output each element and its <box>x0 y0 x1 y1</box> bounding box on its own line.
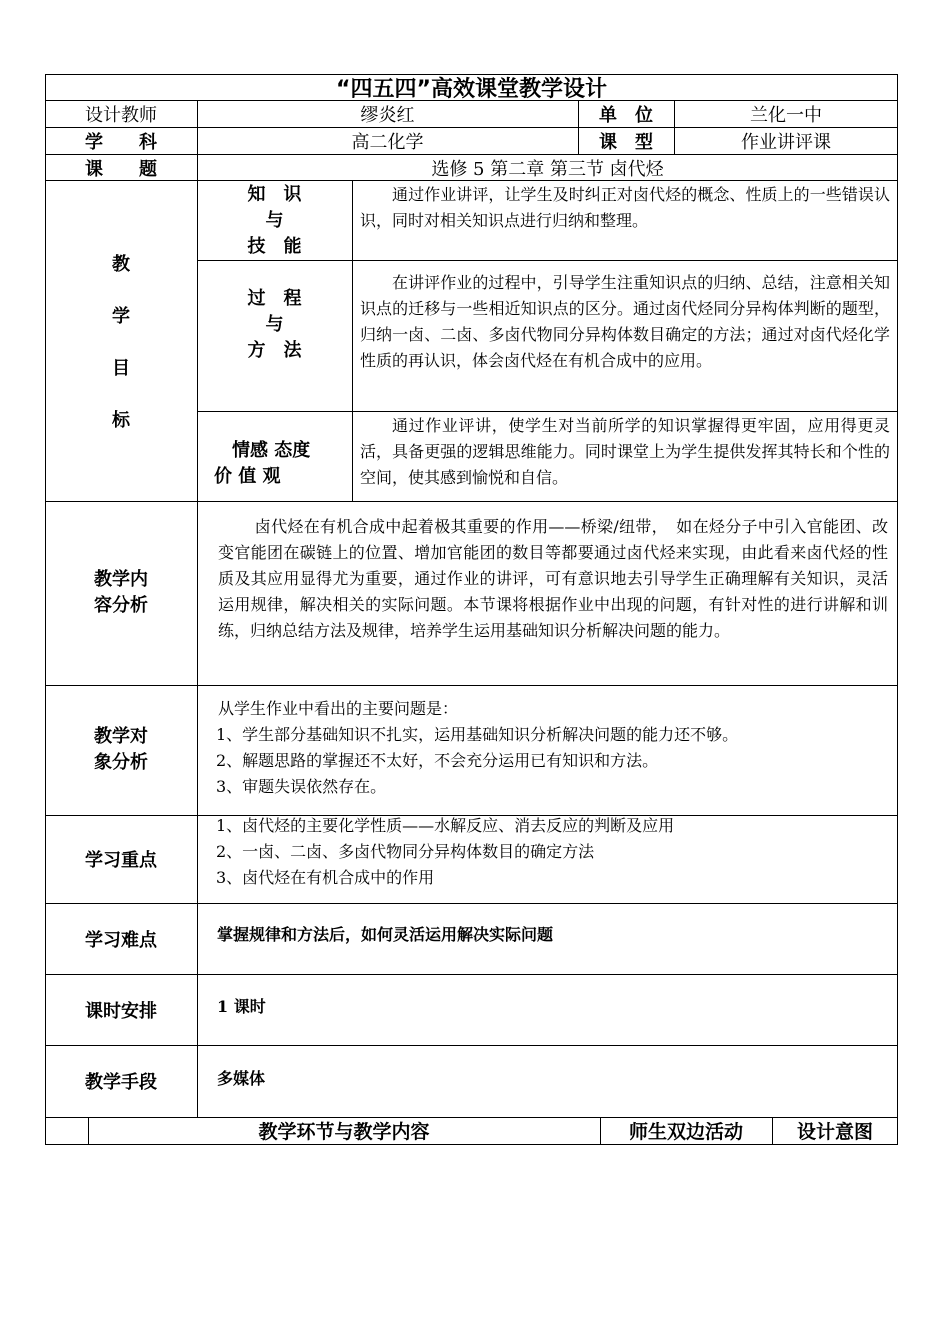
objectives-label-char: 目 <box>112 358 130 379</box>
type-label: 课 型 <box>599 131 653 153</box>
key-points-label: 学习重点 <box>85 850 157 871</box>
emotion-text: 通过作业评讲，使学生对当前所学的知识掌握得更牢固，应用得更灵活，具备更强的逻辑思维能力。同时课堂上为学生提供发挥其特长和个性的空间，使其感到愉悦和自信。 <box>360 416 890 487</box>
target-analysis-line: 2、解题思路的掌握还不太好，不会充分运用已有知识和方法。 <box>216 751 659 770</box>
unit-value: 兰化一中 <box>750 104 822 126</box>
page-title: “四五四”高效课堂教学设计 <box>336 77 607 102</box>
topic-label: 课 题 <box>85 158 157 180</box>
footer-col-activities: 师生双边活动 <box>628 1121 743 1143</box>
difficulty-label: 学习难点 <box>85 929 157 951</box>
schedule-label: 课时安排 <box>85 1000 157 1022</box>
teacher-value: 缪炎红 <box>360 104 415 126</box>
objectives-label-char: 标 <box>112 410 130 431</box>
content-analysis-label-line: 容分析 <box>94 595 148 616</box>
process-label <box>197 260 352 411</box>
target-analysis-line: 3、审题失误依然存在。 <box>216 777 387 796</box>
key-point-line: 2、一卤、二卤、多卤代物同分异构体数目的确定方法 <box>216 842 595 861</box>
process-text: 在讲评作业的过程中，引导学生注重知识点的归纳、总结，注意相关知识点的迁移与一些相近知识点的区分。通过卤代烃同分异构体判断的题型，归纳一卤、二卤、多卤代物同分异构体数目确定的方法；通过对卤代烃化学性质的再认识，体会卤代烃在有机合成中的应用。 <box>360 273 890 370</box>
topic-value: 选修 5 第二章 第三节 卤代烃 <box>431 158 664 180</box>
process-label-line: 过 程 <box>247 288 302 309</box>
key-point-line: 1、卤代烃的主要化学性质——水解反应、消去反应的判断及应用 <box>216 816 675 835</box>
target-analysis-label-line: 教学对 <box>94 726 148 747</box>
process-label-line: 与 <box>265 314 284 335</box>
target-analysis-line: 从学生作业中看出的主要问题是： <box>218 699 459 718</box>
target-analysis-list <box>216 696 891 800</box>
knowledge-label-line: 知 识 <box>247 184 302 205</box>
difficulty-text: 掌握规律和方法后，如何灵活运用解决实际问题 <box>217 925 554 944</box>
content-analysis-label-line: 教学内 <box>94 569 148 590</box>
type-value: 作业讲评课 <box>741 131 831 153</box>
unit-label: 单 位 <box>599 104 653 126</box>
key-points-list <box>216 813 891 891</box>
schedule-text: 1 课时 <box>217 997 266 1016</box>
objectives-label-char: 学 <box>112 306 130 327</box>
key-point-line: 3、卤代烃在有机合成中的作用 <box>216 868 435 887</box>
objectives-label-char: 教 <box>112 254 130 275</box>
footer-col-teaching-content: 教学环节与教学内容 <box>258 1121 430 1143</box>
means-label: 教学手段 <box>85 1072 157 1093</box>
emotion-label-line: 情感 态度 <box>232 440 311 461</box>
content-analysis-text: 卤代烃在有机合成中起着极其重要的作用——桥梁/纽带， 如在烃分子中引入官能团、改变官能团在碳链上的位置、增加官能团的数目等都要通过卤代烃来实现，由此看来卤代烃的性质及其应用显得尤为重要，通过作业的讲评，可有意识地去引导学生正确理解有关知识，灵活运用规律，解决相关的实际问题。本节课将根据作业中出现的问题，有针对性的进行讲解和训练，归纳总结方法及规律，培养学生运用基础知识分析解决问题的能力。 <box>218 517 888 640</box>
footer-col-intent: 设计意图 <box>796 1121 873 1143</box>
emotion-label-line: 价 值 观 <box>214 466 281 487</box>
subject-value: 高二化学 <box>351 131 424 153</box>
emotion-label <box>210 411 352 501</box>
knowledge-text: 通过作业讲评，让学生及时纠正对卤代烃的概念、性质上的一些错误认识，同时对相关知识点进行归纳和整理。 <box>360 185 890 230</box>
means-text: 多媒体 <box>217 1069 266 1088</box>
content-analysis-label <box>45 501 197 685</box>
knowledge-label-line: 与 <box>265 210 284 231</box>
process-label-line: 方 法 <box>247 340 302 361</box>
target-analysis-line: 1、学生部分基础知识不扎实，运用基础知识分析解决问题的能力还不够。 <box>216 725 739 744</box>
knowledge-label-line: 技 能 <box>247 236 302 257</box>
target-analysis-label-line: 象分析 <box>94 752 148 773</box>
target-analysis-label <box>45 685 197 815</box>
objectives-label <box>45 180 197 501</box>
knowledge-label <box>197 180 352 260</box>
teacher-label: 设计教师 <box>85 104 157 126</box>
subject-label: 学 科 <box>85 131 157 153</box>
